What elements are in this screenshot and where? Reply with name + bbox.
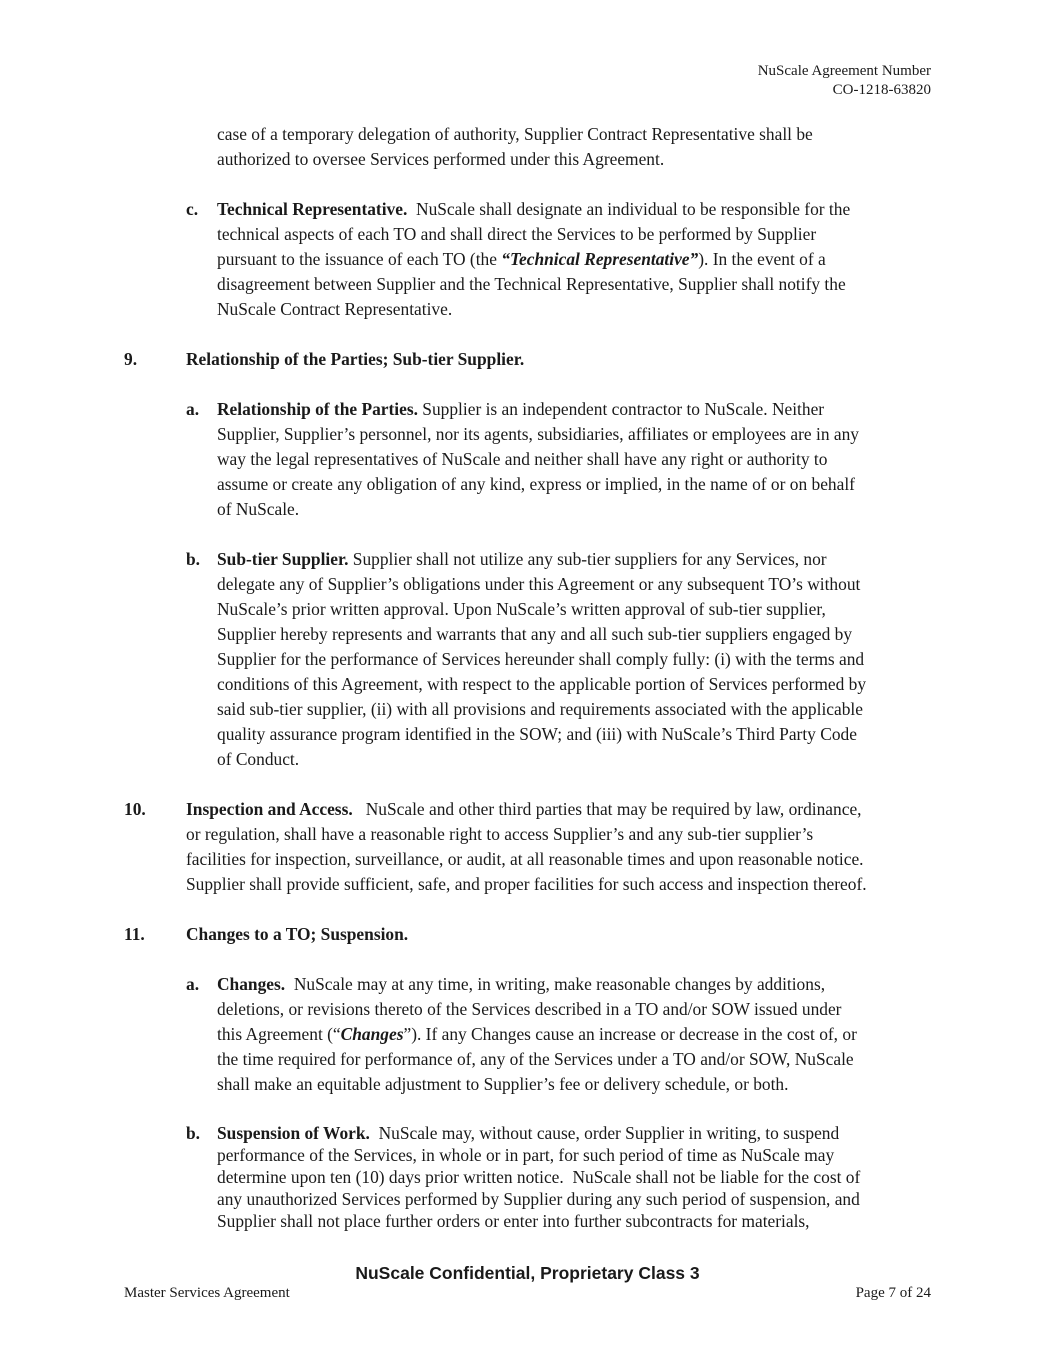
text: Supplier for the performance of Services hereunder shall comply fully: (i) with the terms and xyxy=(217,649,865,669)
subsection xyxy=(124,122,944,172)
text-line xyxy=(217,272,944,297)
text: shall make an equitable adjustment to Supplier’s fee or delivery schedule, or both. xyxy=(217,1074,789,1094)
item-label: 11. xyxy=(124,924,145,944)
text: Supplier shall provide sufficient, safe, and proper facilities for such access and inspection thereof. xyxy=(186,874,867,894)
text: conditions of this Agreement, with respect to the applicable portion of Services performed by xyxy=(217,674,867,694)
section xyxy=(124,347,944,372)
text-line xyxy=(217,997,944,1022)
emphasized-text: Changes xyxy=(340,1024,404,1044)
item-label: 10. xyxy=(124,799,146,819)
subsection xyxy=(124,547,944,772)
text: Supplier shall not place further orders or enter into further subcontracts for materials, xyxy=(217,1211,810,1231)
item-label: b. xyxy=(186,1123,201,1143)
text: performance of the Services, in whole or in part, for such period of time as NuScale may xyxy=(217,1145,835,1165)
text-line xyxy=(186,922,944,947)
text: ). In the event of a xyxy=(698,249,826,269)
text: NuScale may at any time, in writing, make reasonable changes by additions, xyxy=(285,974,826,994)
text-line xyxy=(217,397,944,422)
subsection xyxy=(124,1122,944,1232)
text-line xyxy=(217,1210,944,1232)
text: pursuant to the issuance of each TO (the xyxy=(217,249,502,269)
text-line xyxy=(217,1188,944,1210)
emphasized-text: Relationship of the Parties. xyxy=(217,399,418,419)
emphasized-text: Sub-tier Supplier. xyxy=(217,549,349,569)
text-line xyxy=(217,1047,944,1072)
subsection xyxy=(124,972,944,1097)
text-line xyxy=(217,572,944,597)
text-line xyxy=(217,222,944,247)
text-line xyxy=(217,622,944,647)
text-line xyxy=(186,847,944,872)
text: this Agreement (“ xyxy=(217,1024,341,1044)
text: or regulation, shall have a reasonable right to access Supplier’s and any sub-tier supplier’s xyxy=(186,824,814,844)
item-label: a. xyxy=(186,399,200,419)
text: facilities for inspection, surveillance, or audit, at all reasonable times and upon reasonable notice. xyxy=(186,849,864,869)
text-line xyxy=(217,297,944,322)
text: Supplier hereby represents and warrants that any and all such sub-tier suppliers engaged by xyxy=(217,624,853,644)
text-line xyxy=(217,447,944,472)
page-number: Page 7 of 24 xyxy=(855,1285,931,1301)
section xyxy=(124,797,944,897)
text: ”). If any Changes cause an increase or decrease in the cost of, or xyxy=(403,1024,857,1044)
text-line xyxy=(217,147,944,172)
text: NuScale may, without cause, order Supplier in writing, to suspend xyxy=(369,1123,840,1143)
text: the time required for performance of, any of the Services under a TO and/or SOW, NuScale xyxy=(217,1049,854,1069)
text: assume or create any obligation of any kind, express or implied, in the name of or on behalf xyxy=(217,474,855,494)
text-line xyxy=(217,972,944,997)
text: determine upon ten (10) days prior written notice. NuScale shall not be liable for the cost of xyxy=(217,1167,861,1187)
text-line xyxy=(186,797,944,822)
text-line xyxy=(217,472,944,497)
text-line xyxy=(186,822,944,847)
emphasized-text: Relationship of the Parties; Sub-tier Supplier. xyxy=(186,349,525,369)
text: Supplier is an independent contractor to NuScale. Neither xyxy=(417,399,825,419)
page-header xyxy=(758,62,931,100)
text-line xyxy=(217,1144,944,1166)
text: NuScale’s prior written approval. Upon NuScale’s written approval of sub-tier supplier, xyxy=(217,599,826,619)
text-line xyxy=(217,747,944,772)
text-line xyxy=(217,672,944,697)
text-line xyxy=(217,1122,944,1144)
text-line xyxy=(217,547,944,572)
text-line xyxy=(217,122,944,147)
text: Supplier shall not utilize any sub-tier suppliers for any Services, nor xyxy=(348,549,827,569)
emphasized-text: “Technical Representative” xyxy=(501,249,699,269)
agreement-number: CO-1218-63820 xyxy=(832,82,931,98)
text: of Conduct. xyxy=(217,749,300,769)
text: case of a temporary delegation of authority, Supplier Contract Representative shall be xyxy=(217,124,813,144)
section xyxy=(124,922,944,947)
emphasized-text: Suspension of Work. xyxy=(217,1123,370,1143)
text-line xyxy=(217,647,944,672)
document-body xyxy=(124,122,944,1257)
text: of NuScale. xyxy=(217,499,300,519)
text: any unauthorized Services performed by Supplier during any such period of suspension, and xyxy=(217,1189,860,1209)
item-label: c. xyxy=(186,199,199,219)
footer-document-title: Master Services Agreement xyxy=(124,1285,290,1301)
item-label: a. xyxy=(186,974,200,994)
text: NuScale and other third parties that may be required by law, ordinance, xyxy=(352,799,862,819)
emphasized-text: Changes. xyxy=(217,974,286,994)
text: Supplier, Supplier’s personnel, nor its agents, subsidiaries, affiliates or employees are in any xyxy=(217,424,859,444)
text: delegate any of Supplier’s obligations under this Agreement or any subsequent TO’s without xyxy=(217,574,861,594)
text-line xyxy=(217,1022,944,1047)
emphasized-text: Inspection and Access. xyxy=(186,799,353,819)
text: authorized to oversee Services performed under this Agreement. xyxy=(217,149,665,169)
text-line xyxy=(217,722,944,747)
text: NuScale Contract Representative. xyxy=(217,299,453,319)
text: quality assurance program identified in the SOW; and (iii) with NuScale’s Third Party Code xyxy=(217,724,857,744)
text-line xyxy=(217,697,944,722)
text: NuScale shall designate an individual to be responsible for the xyxy=(407,199,851,219)
text-line xyxy=(186,872,944,897)
text-line xyxy=(217,247,944,272)
text: way the legal representatives of NuScale and neither shall have any right or authority to xyxy=(217,449,828,469)
text-line xyxy=(217,1166,944,1188)
text-line xyxy=(217,422,944,447)
text-line xyxy=(217,197,944,222)
item-label: 9. xyxy=(124,349,138,369)
text: deletions, or revisions thereto of the Services described in a TO and/or SOW issued under xyxy=(217,999,842,1019)
subsection xyxy=(124,397,944,522)
text: said sub-tier supplier, (ii) with all provisions and requirements associated with the applicable xyxy=(217,699,863,719)
confidentiality-notice: NuScale Confidential, Proprietary Class 3 xyxy=(355,1263,700,1283)
item-label: b. xyxy=(186,549,201,569)
text-line xyxy=(186,347,944,372)
text: technical aspects of each TO and shall direct the Services to be performed by Supplier xyxy=(217,224,817,244)
text-line xyxy=(217,1072,944,1097)
text-line xyxy=(217,497,944,522)
text: disagreement between Supplier and the Technical Representative, Supplier shall notify the xyxy=(217,274,846,294)
subsection xyxy=(124,197,944,322)
emphasized-text: Changes to a TO; Suspension. xyxy=(186,924,409,944)
agreement-number-label: NuScale Agreement Number xyxy=(757,63,931,79)
text-line xyxy=(217,597,944,622)
emphasized-text: Technical Representative. xyxy=(217,199,408,219)
